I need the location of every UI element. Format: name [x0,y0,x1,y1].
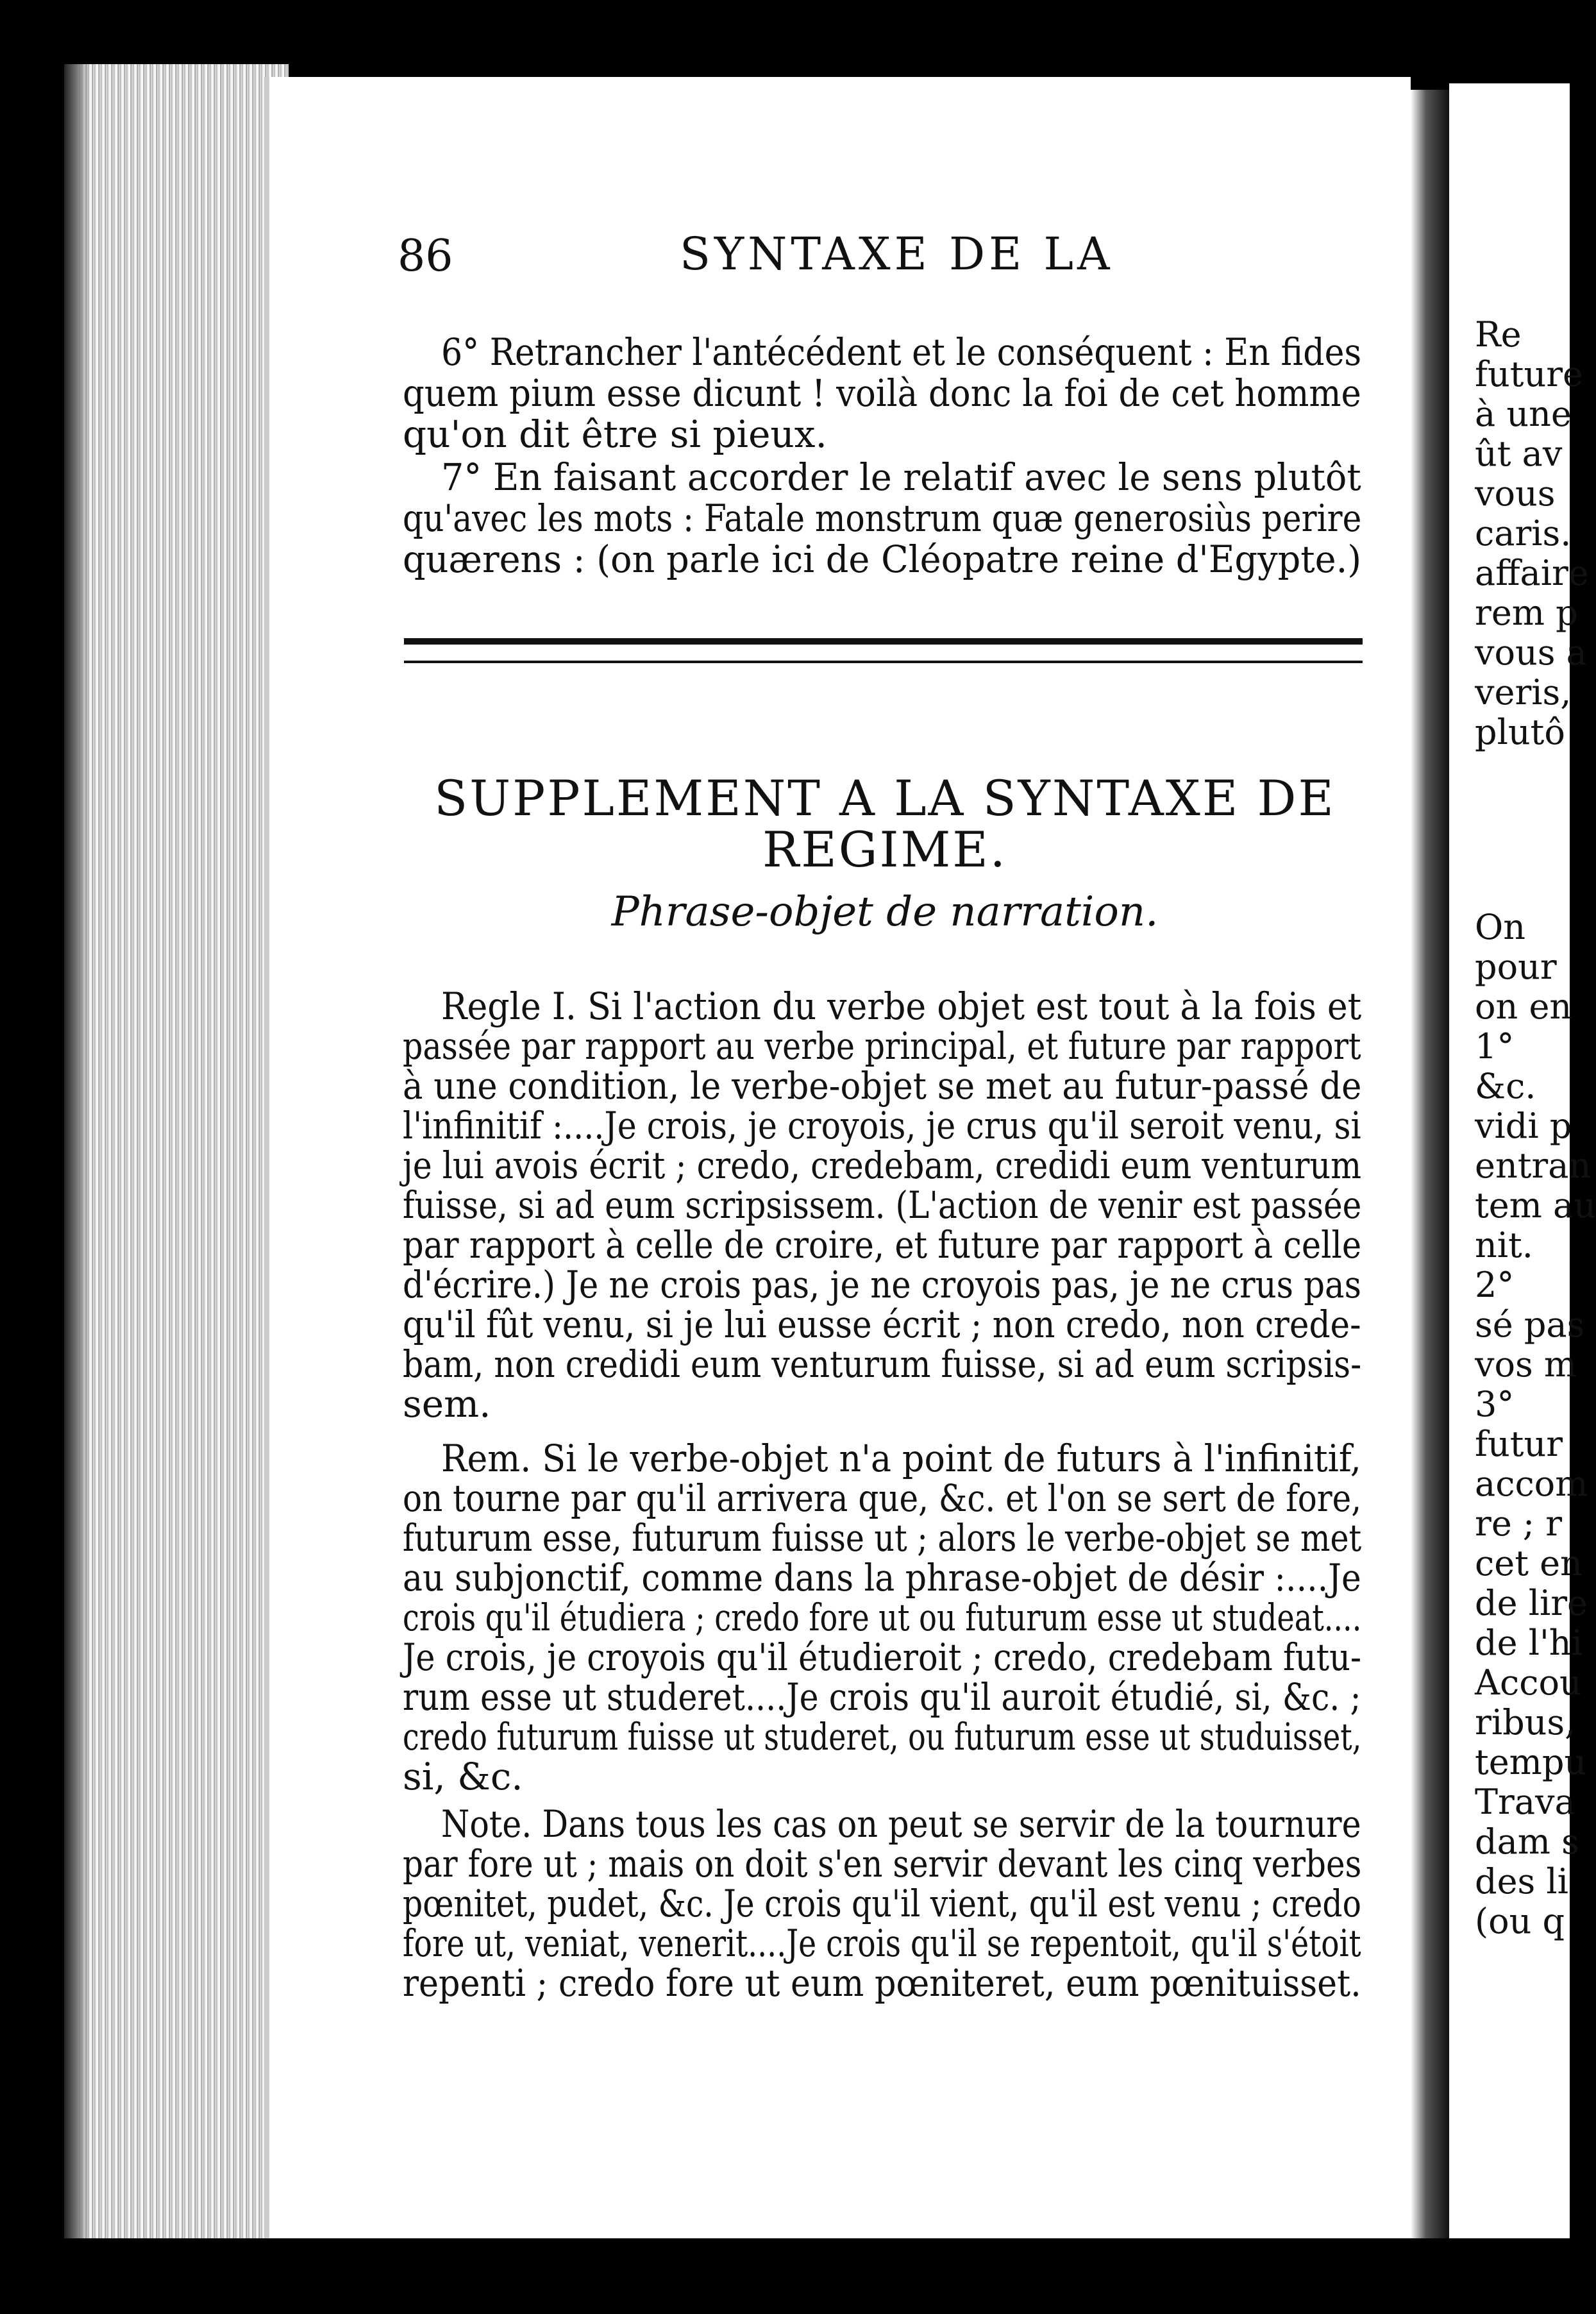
rem-line: futurum esse, futurum fuisse ut ; alors le verbe-objet se met [403,1516,1362,1560]
book-gutter [1411,90,1449,2238]
right-book-page-fragment [1449,83,1596,2238]
right-page-line: 2° [1475,1265,1515,1305]
regle-line: Regle I. Si l'action du verbe objet est tout à la fois et [441,984,1362,1028]
rem-line: credo futurum fuisse ut studeret, ou futurum esse ut studuisset, [403,1715,1362,1759]
regle-line: à une condition, le verbe-objet se met au futur-passé de [403,1064,1362,1108]
right-page-line: plutô [1475,712,1565,752]
regle-line: sem. [403,1382,491,1426]
note-line: pœnitet, pudet, &c. Je crois qu'il vient, qu'il est venu ; credo [403,1882,1361,1925]
regle-line: l'infinitif :....Je crois, je croyois, je crus qu'il seroit venu, si [403,1104,1361,1147]
top-line: 6° Retrancher l'antécédent et le conséquent : En fides [441,330,1362,374]
right-page-line: dam s [1475,1821,1579,1862]
right-page-line: 3° [1475,1384,1515,1424]
rem-line: si, &c. [403,1755,523,1798]
rem-line: Rem. Si le verbe-objet n'a point de futurs à l'infinitif, [441,1437,1361,1480]
right-page-line: on en [1475,986,1572,1027]
note-line: par fore ut ; mais on doit s'en servir devant les cinq verbes [403,1842,1362,1886]
section-divider-thick [404,638,1363,645]
top-line: qu'avec les mots : Fatale monstrum quæ generosiùs perire [403,496,1362,540]
right-page-line: entran [1475,1145,1592,1186]
top-line: quem pium esse dicunt ! voilà donc la foi de cet homme [403,371,1361,415]
right-page-line: ribus, [1475,1702,1576,1743]
section-title-line2: REGIME. [762,821,1007,878]
right-page-line: vos m [1475,1344,1577,1385]
section-divider-thin [404,661,1363,663]
rem-line: au subjonctif, comme dans la phrase-objet de désir :....Je [403,1556,1361,1600]
right-page-line: re ; r [1475,1503,1563,1544]
right-page-line: ût av [1475,434,1563,474]
note-line: fore ut, veniat, venerit....Je crois qu'il se repentoit, qu'il s'étoit [403,1921,1361,1965]
right-page-line: tempu [1475,1742,1587,1782]
top-line: qu'on dit être si pieux. [403,412,827,456]
right-page-line: cet en [1475,1543,1583,1583]
right-page-line: 1° [1475,1026,1515,1067]
note-line: Note. Dans tous les cas on peut se servir de la tournure [441,1802,1361,1846]
right-page-line: rem p [1475,593,1578,633]
right-page-line: &c. [1475,1066,1536,1106]
right-page-line: caris. [1475,513,1572,553]
rem-line: rum esse ut studeret....Je crois qu'il auroit étudié, si, &c. ; [403,1675,1361,1719]
page-number: 86 [398,231,453,282]
right-page-line: sé pas [1475,1305,1585,1345]
right-page-line: Re [1475,314,1522,355]
right-page-line: tem au [1475,1185,1596,1226]
right-page-line: vous a [1475,632,1587,673]
regle-line: par rapport à celle de croire, et future par rapport à celle [403,1223,1362,1267]
regle-line: passée par rapport au verbe principal, et future par rapport [403,1024,1361,1068]
top-line: quærens : (on parle ici de Cléopatre reine d'Egypte.) [403,537,1362,581]
top-line: 7° En faisant accorder le relatif avec le sens plutôt [441,455,1361,499]
right-page-line: nit. [1475,1225,1533,1265]
section-subtitle: Phrase-objet de narration. [611,888,1159,936]
regle-line: fuisse, si ad eum scripsissem. (L'action de venir est passée [403,1183,1362,1227]
regle-line: bam, non credidi eum venturum fuisse, si ad eum scripsis- [403,1342,1362,1386]
section-title-line1: SUPPLEMENT A LA SYNTAXE DE [434,770,1336,827]
right-page-line: vous [1475,473,1556,514]
regle-line: d'écrire.) Je ne crois pas, je ne croyois pas, je ne crus pas [403,1263,1361,1306]
right-page-line: On [1475,907,1526,947]
running-title: SYNTAXE DE LA [680,228,1114,280]
right-page-line: des li [1475,1861,1568,1902]
right-page-line: vidi p [1475,1106,1572,1146]
right-page-line: à une [1475,394,1572,434]
right-page-line: (ou q [1475,1901,1565,1941]
page-edge-shadow [64,64,90,2238]
note-line: repenti ; credo fore ut eum pœniteret, eum pœnituisset. [403,1961,1361,2005]
regle-line: qu'il fût venu, si je lui eusse écrit ; non credo, non crede- [403,1303,1361,1346]
right-page-line: de lire [1475,1583,1588,1623]
rem-line: Je crois, je croyois qu'il étudieroit ; credo, credebam futu- [403,1635,1362,1679]
right-page-line: Accou [1475,1662,1582,1703]
right-page-line: veris, [1475,672,1572,713]
rem-line: crois qu'il étudiera ; credo fore ut ou futurum esse ut studeat.... [403,1596,1362,1639]
right-page-line: future [1475,354,1584,394]
right-page-line: affaire [1475,553,1589,593]
right-page-line: de l'hi [1475,1623,1583,1663]
right-page-line: futur [1475,1424,1563,1464]
book-page-edges [64,64,289,2238]
regle-line: je lui avois écrit ; credo, credebam, credidi eum venturum [403,1144,1362,1187]
right-page-line: pour [1475,947,1557,987]
right-page-line: accom [1475,1464,1588,1504]
rem-line: on tourne par qu'il arrivera que, &c. et l'on se sert de fore, [403,1476,1362,1520]
right-page-line: Trava [1475,1782,1575,1822]
